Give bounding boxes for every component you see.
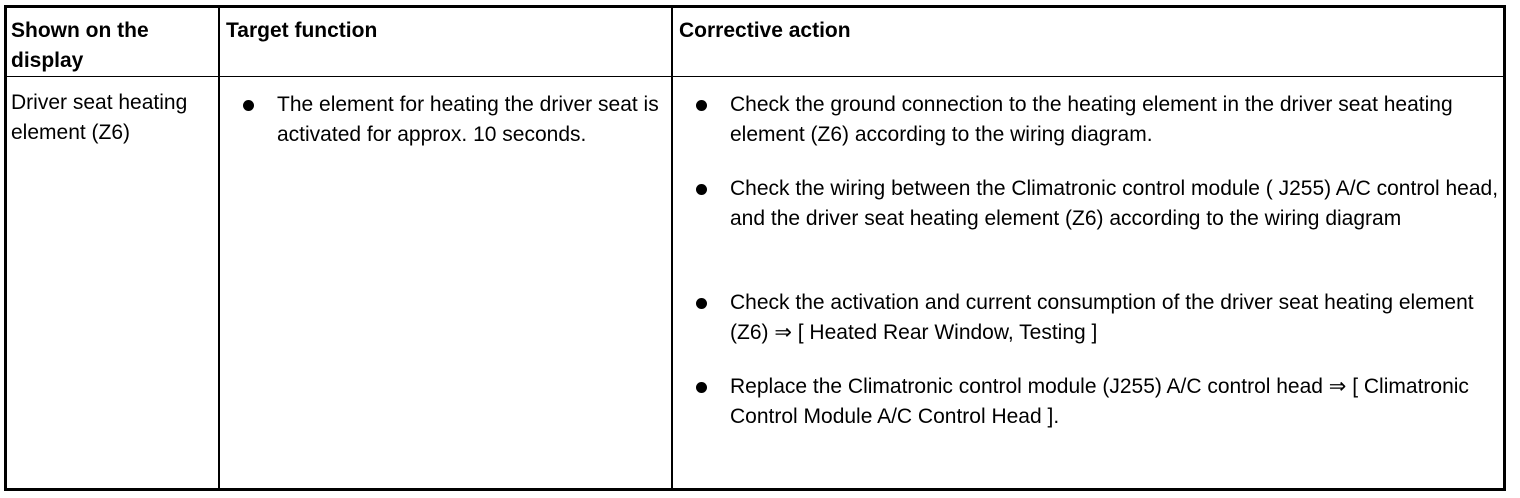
bullet-icon	[243, 100, 254, 111]
display-cell: Driver seat heating element (Z6)	[11, 91, 188, 144]
header-target-function: Target function	[226, 19, 378, 42]
corrective-action-text: Check the ground connection to the heating element in the driver seat heating element (Z6) according to the wiring diagram.	[730, 93, 1453, 146]
target-function-text: The element for heating the driver seat is activated for approx. 10 seconds.	[277, 93, 659, 146]
bullet-icon	[696, 184, 707, 195]
table-header-row	[7, 8, 1503, 77]
corrective-action-text: Check the activation and current consumption of the driver seat heating element (Z6) ⇒ [ Heated Rear Window, Testing ]	[730, 291, 1474, 344]
bullet-icon	[696, 100, 707, 111]
column-divider	[671, 8, 673, 488]
column-divider	[218, 8, 220, 488]
header-shown-on-display: Shown on the display	[11, 19, 149, 72]
bullet-icon	[696, 382, 707, 393]
corrective-action-text: Check the wiring between the Climatronic control module ( J255) A/C control head, and the driver seat heating element (Z6) according to the wiring diagram	[730, 177, 1499, 230]
bullet-icon	[696, 298, 707, 309]
header-corrective-action: Corrective action	[679, 19, 851, 42]
corrective-action-text: Replace the Climatronic control module (J255) A/C control head ⇒ [ Climatronic Control Module A/C Control Head ].	[730, 375, 1469, 428]
diagnostic-table	[4, 5, 1506, 491]
